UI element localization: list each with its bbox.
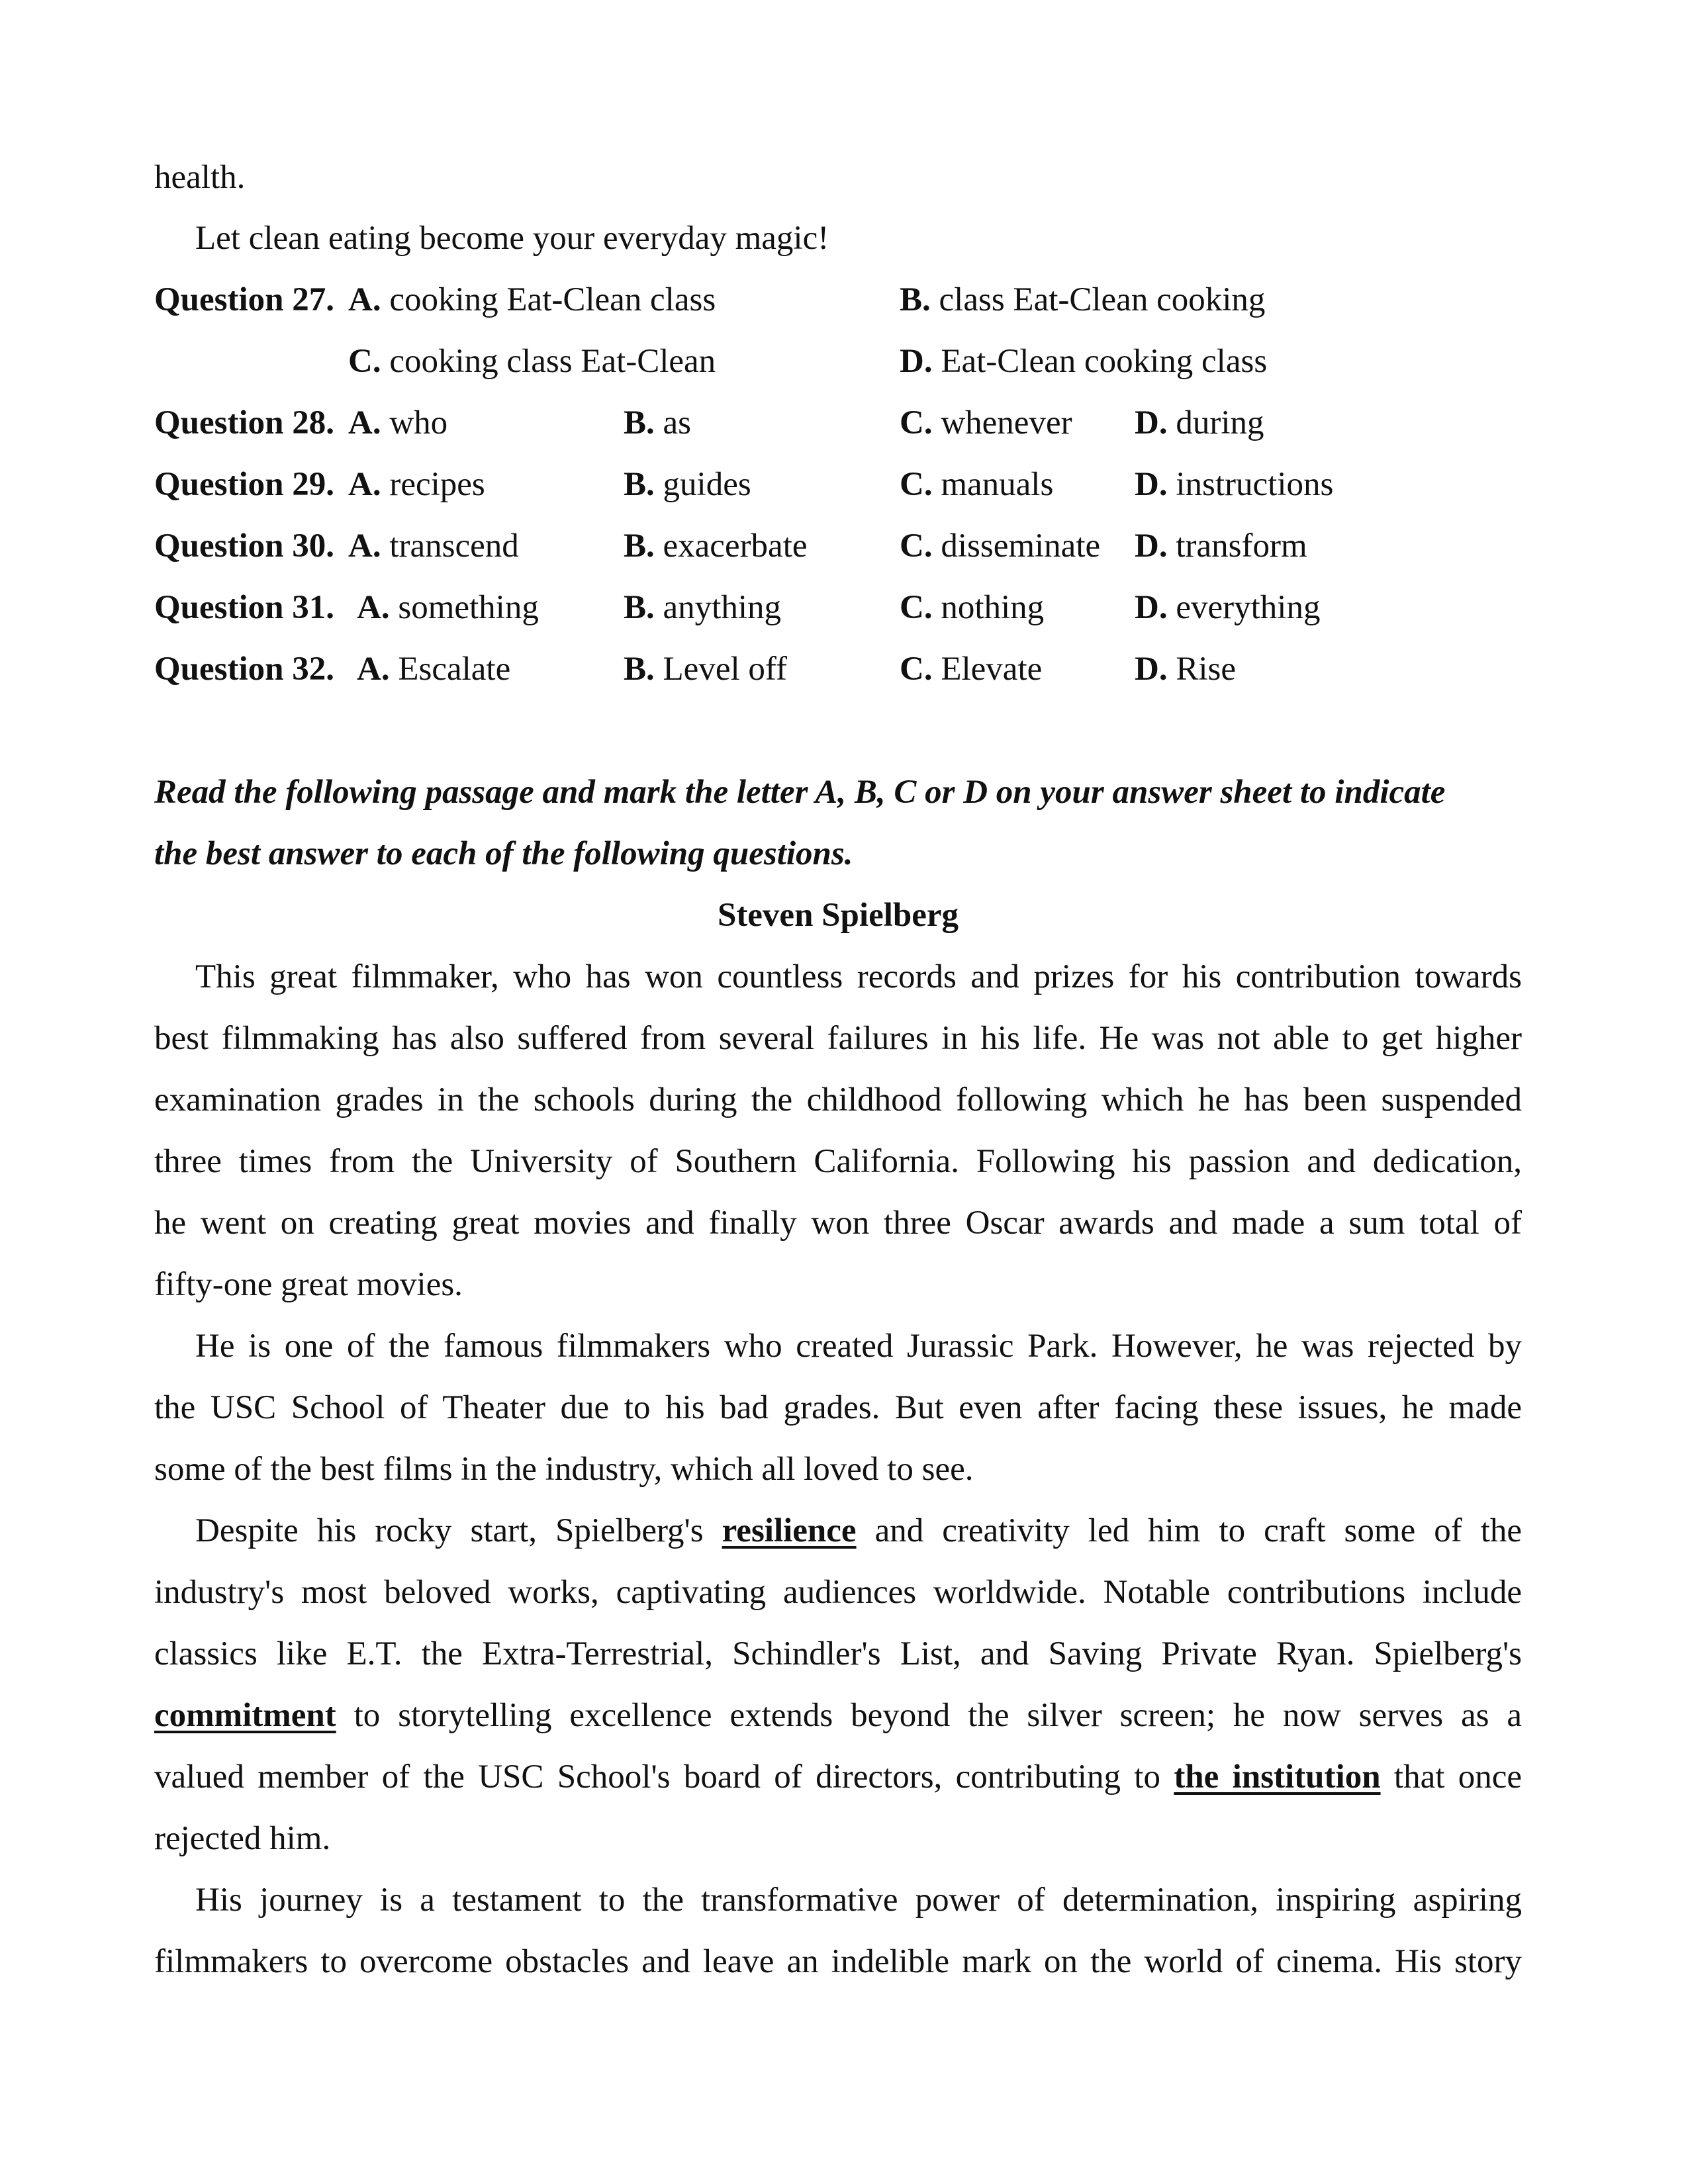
- passage-line: Despite his rocky start, Spielberg's resilience and creativity led him to craft some of the: [195, 1512, 1522, 1549]
- option-d: D. instructions: [1135, 466, 1334, 503]
- question-27-option-c: C. cooking class Eat-Clean: [348, 343, 716, 380]
- option-a: A. transcend: [348, 527, 519, 565]
- passage-line: three times from the University of Southern California. Following his passion and dedication,: [154, 1143, 1522, 1180]
- passage-line: His journey is a testament to the transformative power of determination, inspiring aspiring: [195, 1882, 1522, 1919]
- passage-line: This great filmmaker, who has won countless records and prizes for his contribution towards: [195, 958, 1522, 995]
- option-c: C. nothing: [900, 589, 1045, 626]
- underlined-word-resilience: resilience: [722, 1512, 857, 1549]
- passage-line: fifty-one great movies.: [154, 1266, 463, 1303]
- option-b: B. anything: [624, 589, 782, 626]
- option-d: D. Rise: [1135, 651, 1237, 688]
- question-row: [154, 392, 1522, 454]
- question-27-label: Question 27.: [154, 281, 335, 318]
- option-a: A. Escalate: [357, 651, 511, 688]
- question-label: Question 31.: [154, 589, 335, 626]
- question-label: Question 30.: [154, 527, 335, 565]
- question-27-option-b: B. class Eat-Clean cooking: [900, 281, 1266, 318]
- option-b: B. guides: [624, 466, 751, 503]
- option-b: B. Level off: [624, 651, 787, 688]
- passage-line: examination grades in the schools during the childhood following which he has been suspended: [154, 1081, 1522, 1118]
- instruction-line-1: Read the following passage and mark the letter A, B, C or D on your answer sheet to indicate: [154, 774, 1446, 811]
- question-label: Question 32.: [154, 651, 335, 688]
- underlined-word-commitment: commitment: [154, 1697, 336, 1734]
- passage-line: industry's most beloved works, captivating audiences worldwide. Notable contributions include: [154, 1574, 1522, 1611]
- passage-line: commitment to storytelling excellence extends beyond the silver screen; he now serves as a: [154, 1697, 1522, 1734]
- passage-line: best filmmaking has also suffered from several failures in his life. He was not able to get higher: [154, 1020, 1522, 1057]
- question-row: [154, 577, 1522, 639]
- option-d: D. everything: [1135, 589, 1321, 626]
- passage-line: some of the best films in the industry, which all loved to see.: [154, 1451, 974, 1488]
- option-a: A. who: [348, 404, 448, 441]
- passage-line: he went on creating great movies and finally won three Oscar awards and made a sum total of: [154, 1205, 1522, 1242]
- question-label: Question 28.: [154, 404, 335, 441]
- passage-line: filmmakers to overcome obstacles and leave an indelible mark on the world of cinema. His story: [154, 1943, 1522, 1980]
- option-c: C. Elevate: [900, 651, 1043, 688]
- passage-line: valued member of the USC School's board of directors, contributing to the institution that once: [154, 1758, 1522, 1796]
- passage-line: the USC School of Theater due to his bad grades. But even after facing these issues, he made: [154, 1389, 1522, 1426]
- option-c: C. whenever: [900, 404, 1072, 441]
- passage-line: rejected him.: [154, 1820, 331, 1857]
- option-d: D. during: [1135, 404, 1264, 441]
- option-c: C. disseminate: [900, 527, 1101, 565]
- option-c: C. manuals: [900, 466, 1054, 503]
- underlined-phrase-the-institution: the institution: [1174, 1758, 1381, 1796]
- option-a: A. recipes: [348, 466, 485, 503]
- intro-line-2: Let clean eating become your everyday magic!: [195, 220, 829, 257]
- passage-title: Steven Spielberg: [717, 897, 959, 934]
- passage-line: classics like E.T. the Extra-Terrestrial, Schindler's List, and Saving Private Ryan. Spielberg's: [154, 1635, 1522, 1672]
- option-b: B. exacerbate: [624, 527, 808, 565]
- intro-line-1: health.: [154, 159, 246, 196]
- option-d: D. transform: [1135, 527, 1307, 565]
- question-27-row-1: [154, 269, 1522, 331]
- question-row: [154, 454, 1522, 516]
- option-b: B. as: [624, 404, 692, 441]
- option-a: A. something: [357, 589, 539, 626]
- question-27-option-a: A. cooking Eat-Clean class: [348, 281, 716, 318]
- question-row: [154, 516, 1522, 577]
- question-27-row-2: [154, 331, 1522, 392]
- question-row: [154, 639, 1522, 700]
- question-label: Question 29.: [154, 466, 335, 503]
- instruction-line-2: the best answer to each of the following questions.: [154, 835, 853, 872]
- question-27-option-d: D. Eat-Clean cooking class: [900, 343, 1268, 380]
- passage-line: He is one of the famous filmmakers who created Jurassic Park. However, he was rejected by: [195, 1328, 1522, 1365]
